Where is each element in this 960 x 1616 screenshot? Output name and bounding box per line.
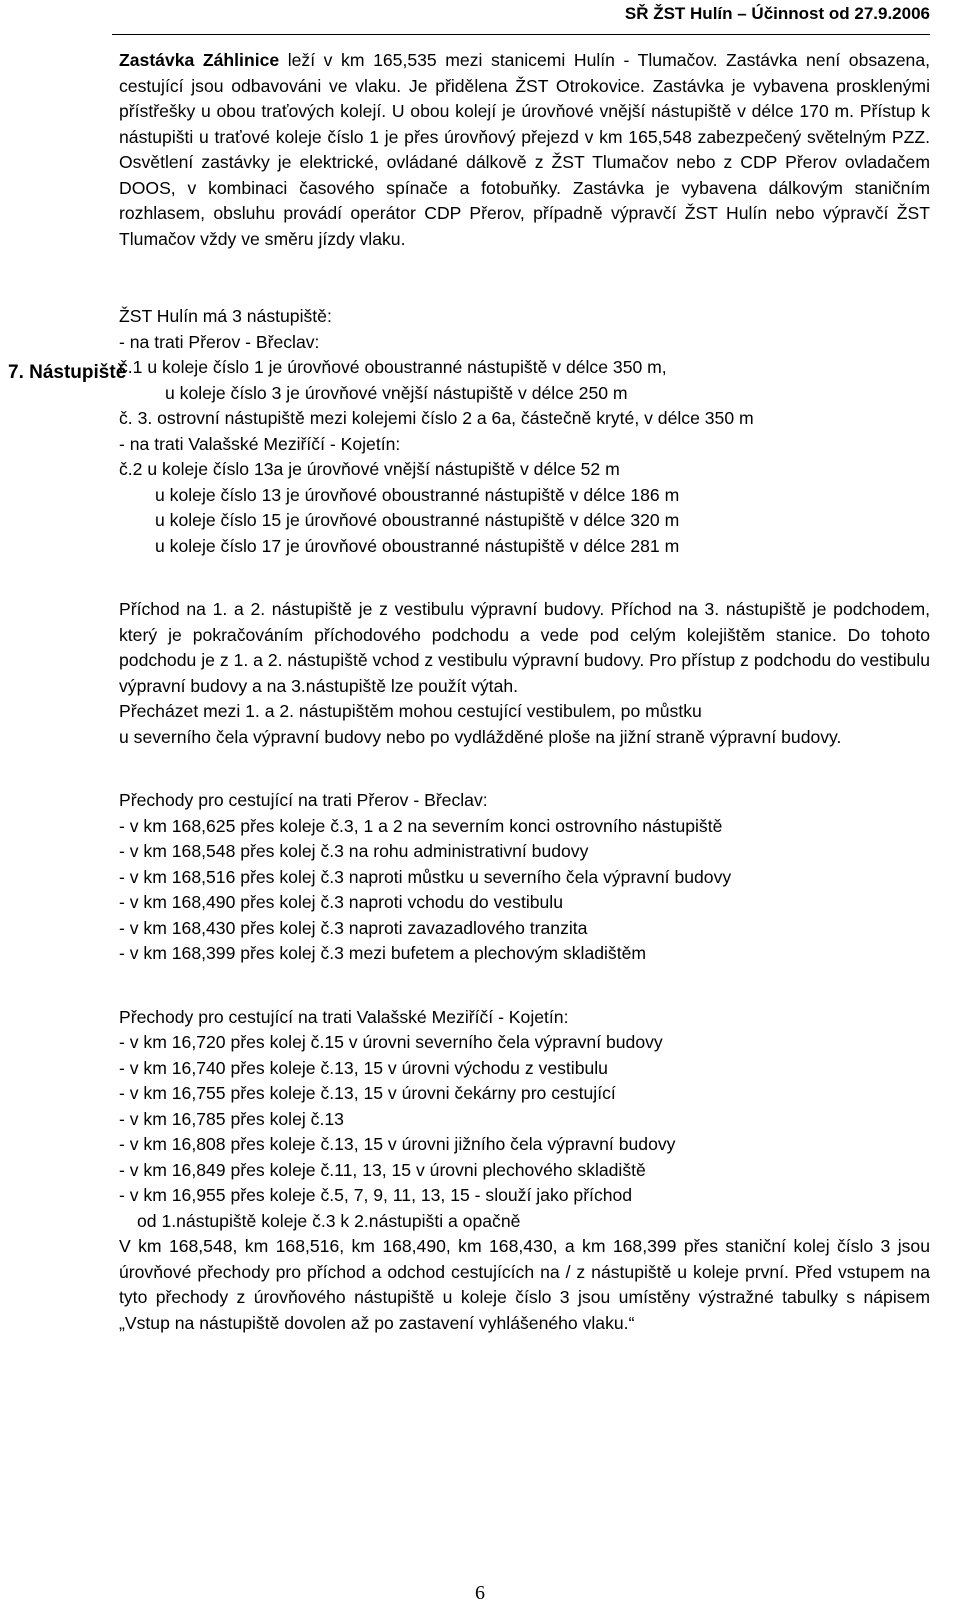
- platform-1-a: č.1 u koleje číslo 1 je úrovňové oboustranné nástupiště v délce 350 m,: [119, 357, 667, 377]
- crossing-2-item: - v km 16,720 přes kolej č.15 v úrovni severního čela výpravní budovy: [119, 1032, 663, 1052]
- running-header: SŘ ŽST Hulín – Účinnost od 27.9.2006: [624, 4, 930, 23]
- crossing-2-item: - v km 16,755 přes koleje č.13, 15 v úrovni čekárny pro cestující: [119, 1083, 616, 1103]
- line1-title: - na trati Přerov - Břeclav:: [119, 331, 320, 352]
- crossing-1-item: - v km 168,430 přes kolej č.3 naproti zavazadlového tranzita: [119, 917, 588, 938]
- platform-3: č. 3. ostrovní nástupiště mezi kolejemi číslo 2 a 6a, částečně kryté, v délce 350 m: [119, 408, 754, 428]
- platform-2-b: u koleje číslo 13 je úrovňové oboustranné nástupiště v délce 186 m: [155, 484, 680, 505]
- crossing-2-item: - v km 16,849 přes koleje č.11, 13, 15 v úrovni plechového skladiště: [119, 1159, 646, 1180]
- header-rule: [112, 34, 930, 35]
- crossings-1-title: Přechody pro cestující na trati Přerov - Břeclav:: [119, 790, 488, 810]
- crossing-2-item: - v km 16,955 přes koleje č.5, 7, 9, 11, 13, 15 - slouží jako příchod: [119, 1185, 633, 1205]
- crossing-1-item: - v km 168,399 přes kolej č.3 mezi bufetem a plechovým skladištěm: [119, 943, 647, 963]
- crossing-1-item: - v km 168,548 přes kolej č.3 na rohu administrativní budovy: [119, 841, 589, 861]
- intro-bold-lead: Zastávka Záhlinice: [119, 50, 280, 70]
- crossing-1-item: - v km 168,625 přes koleje č.3, 1 a 2 na severním konci ostrovního nástupiště: [119, 815, 723, 836]
- access-paragraph: Příchod na 1. a 2. nástupiště je z vestibulu výpravní budovy. Příchod na 3. nástupiště je podchodem, který je pokračováním příchodového podchodu a vede pod celým kolejištěm stanice. Do tohoto podchodu je z 1. a 2. nástupiště vchod z vestibulu výpravní budovy. Pro přístup z podchodu do vestibulu výpravní budovy a na 3.nástupiště lze použít výtah.: [119, 599, 930, 696]
- access-paragraph-2-line-1: Přecházet mezi 1. a 2. nástupištěm mohou cestující vestibulem, po můstku: [119, 701, 702, 721]
- access-paragraph-2-rest: u severního čela výpravní budovy nebo po vydlážděné ploše na jižní straně výpravní budovy.: [119, 726, 842, 747]
- line2-title: - na trati Valašské Meziříčí - Kojetín:: [119, 433, 401, 454]
- page-number: 6: [475, 1582, 485, 1604]
- platforms-title: ŽST Hulín má 3 nástupiště:: [119, 306, 332, 326]
- platform-1-b: u koleje číslo 3 je úrovňové vnější nástupiště v délce 250 m: [165, 382, 628, 403]
- intro-text: leží v km 165,535 mezi stanicemi Hulín - Tlumačov. Zastávka není obsazena, cestující jsou odbavováni ve vlaku. Je přidělena ŽST Otrokovice. Zastávka je vybavena prosklenými přístřešky u obou traťových kolejí. U obou kolejí je úrovňové vnější nástupiště v délce 170 m. Přístup k nástupišti u traťové koleje číslo 1 je přes úrovňový přejezd v km 165,548 zabezpečený světelným PZZ. Osvětlení zastávky je elektrické, ovládané dálkově z ŽST Tlumačov nebo z CDP Přerov ovladačem DOOS, v kombinaci časového spínače a fotobuňky. Zastávka je vybavena dálkovým staničním rozhlasem, obsluhu provádí operátor CDP Přerov, případně výpravčí ŽST Hulín nebo výpravčí ŽST Tlumačov vždy ve směru jízdy vlaku.: [119, 50, 931, 249]
- crossing-2-item: - v km 16,740 přes koleje č.13, 15 v úrovni východu z vestibulu: [119, 1057, 608, 1078]
- crossing-1-item: - v km 168,490 přes kolej č.3 naproti vchodu do vestibulu: [119, 892, 564, 912]
- crossing-2-item: - v km 16,785 přes kolej č.13: [119, 1108, 344, 1129]
- intro-paragraph: [119, 48, 930, 252]
- crossings-closing-paragraph: V km 168,548, km 168,516, km 168,490, km 168,430, a km 168,399 přes staniční kolej číslo 3 jsou úrovňové přechody pro příchod a odchod cestujících na / z nástupiště u koleje první. Před vstupem na tyto přechody z úrovňového nástupiště u koleje číslo 3 jsou umístěny výstražné tabulky s nápisem „Vstup na nástupiště dovolen až po zastavení vyhlášeného vlaku.“: [119, 1236, 930, 1333]
- platform-2-d: u koleje číslo 17 je úrovňové oboustranné nástupiště v délce 281 m: [155, 535, 680, 556]
- platform-2-a: č.2 u koleje číslo 13a je úrovňové vnější nástupiště v délce 52 m: [119, 459, 620, 479]
- document-body: [119, 48, 930, 1336]
- crossings-2-title: Přechody pro cestující na trati Valašské Meziříčí - Kojetín:: [119, 1006, 569, 1027]
- crossing-2-item: - v km 16,808 přes koleje č.13, 15 v úrovni jižního čela výpravní budovy: [119, 1134, 676, 1154]
- crossing-1-item: - v km 168,516 přes kolej č.3 naproti můstku u severního čela výpravní budovy: [119, 866, 732, 887]
- crossing-2-continuation: od 1.nástupiště koleje č.3 k 2.nástupišti a opačně: [137, 1210, 521, 1231]
- platform-2-c: u koleje číslo 15 je úrovňové oboustranné nástupiště v délce 320 m: [155, 510, 680, 530]
- section-heading: 7. Nástupiště: [8, 362, 127, 383]
